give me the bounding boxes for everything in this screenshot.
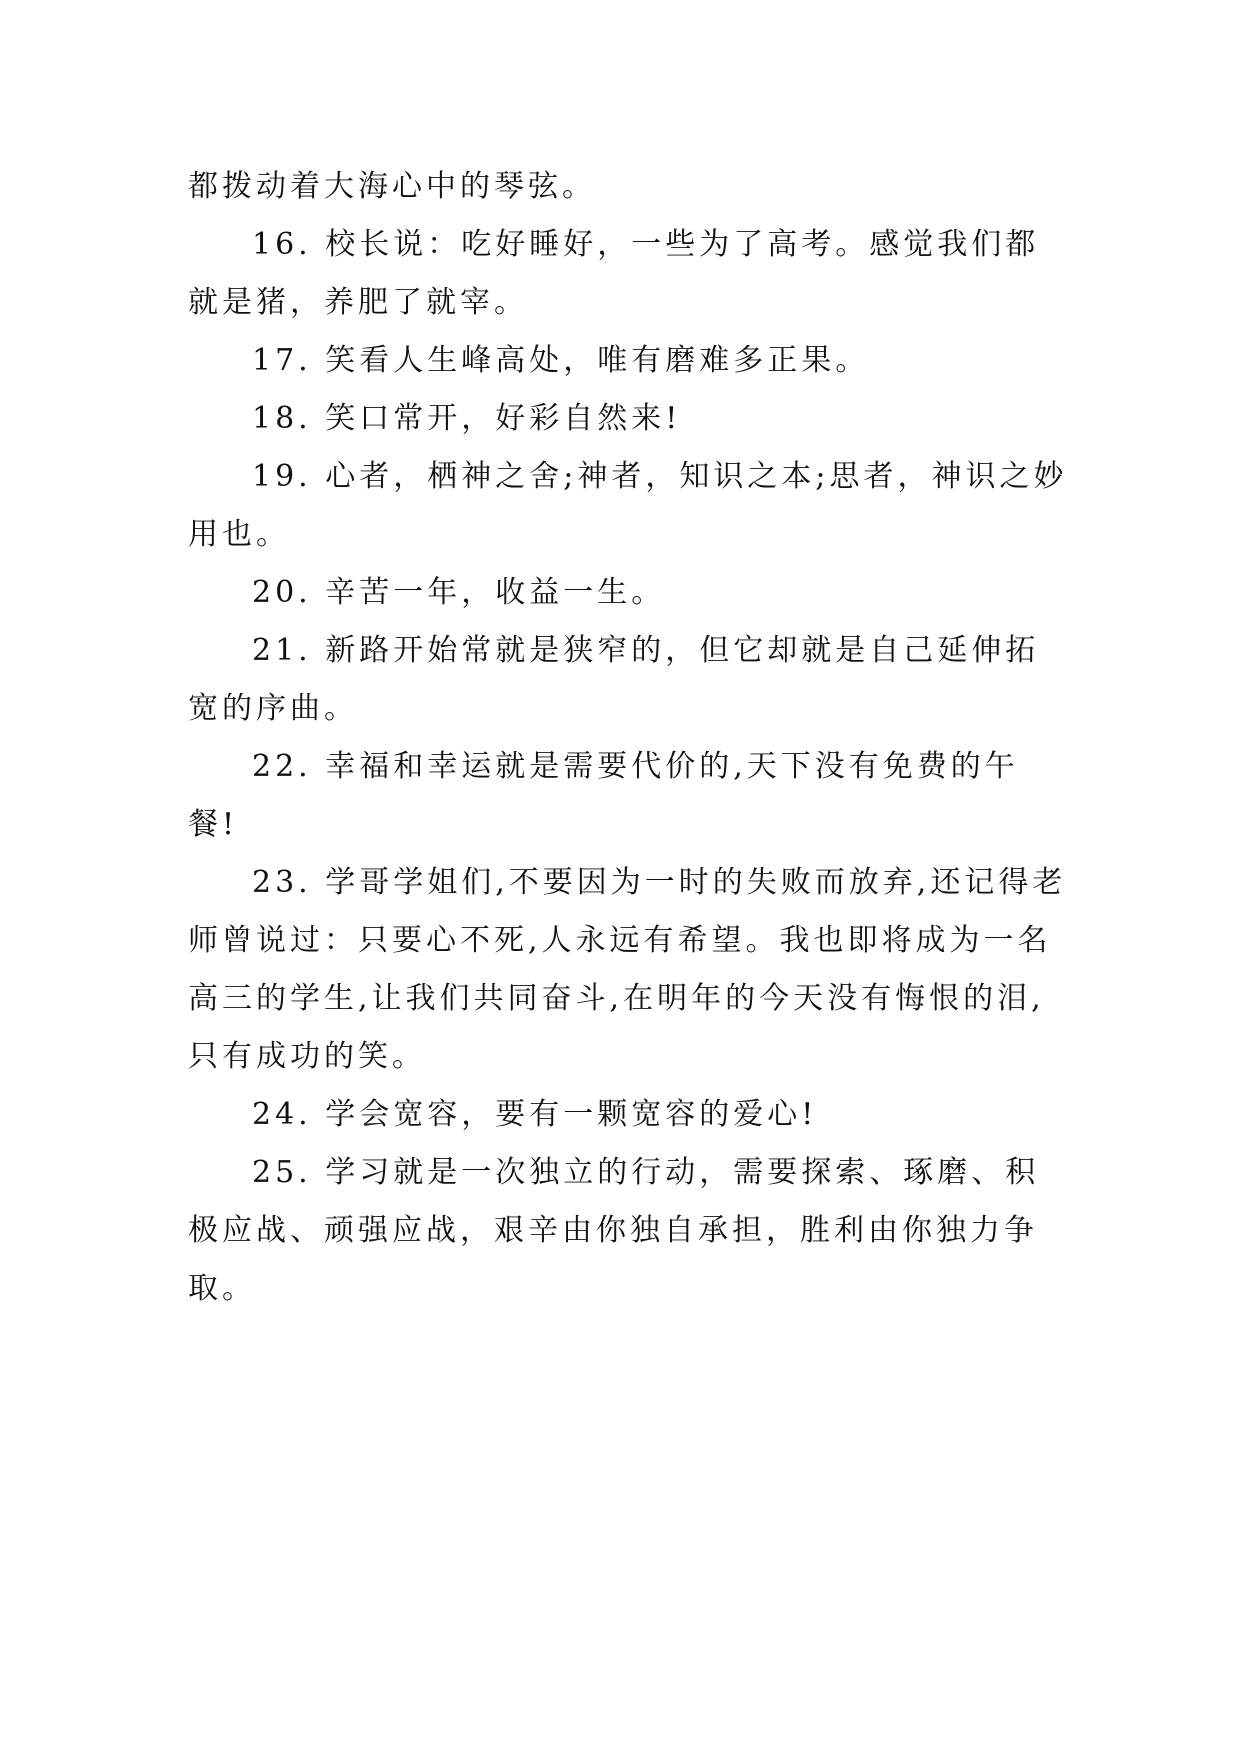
list-item-21: 21. 新路开始常就是狭窄的，但它却就是自己延伸拓宽的序曲。: [188, 633, 1040, 726]
paragraph-continuation: 都拨动着大海心中的琴弦。: [188, 169, 596, 204]
list-item-24: 24. 学会宽容，要有一颗宽容的爱心!: [252, 1097, 818, 1132]
list-item-16: 16. 校长说：吃好睡好，一些为了高考。感觉我们都就是猪，养肥了就宰。: [188, 227, 1040, 320]
document-body: [188, 158, 1068, 1318]
list-item-22: 22. 幸福和幸运就是需要代价的,天下没有免费的午餐!: [188, 749, 1019, 842]
list-item-17: 17. 笑看人生峰高处，唯有磨难多正果。: [252, 343, 870, 378]
list-item-23: 23. 学哥学姐们,不要因为一时的失败而放弃,还记得老师曾说过：只要心不死,人永远有希望。我也即将成为一名高三的学生,让我们共同奋斗,在明年的今天没有悔恨的泪,只有成功的笑。: [188, 865, 1067, 1074]
list-item-19: 19. 心者，栖神之舍;神者，知识之本;思者，神识之妙用也。: [188, 459, 1068, 552]
list-item-18: 18. 笑口常开，好彩自然来!: [252, 401, 682, 436]
list-item-25: 25. 学习就是一次独立的行动，需要探索、琢磨、积极应战、顽强应战，艰辛由你独自承担，胜利由你独力争取。: [188, 1155, 1040, 1306]
list-item-20: 20. 辛苦一年，收益一生。: [252, 575, 666, 610]
